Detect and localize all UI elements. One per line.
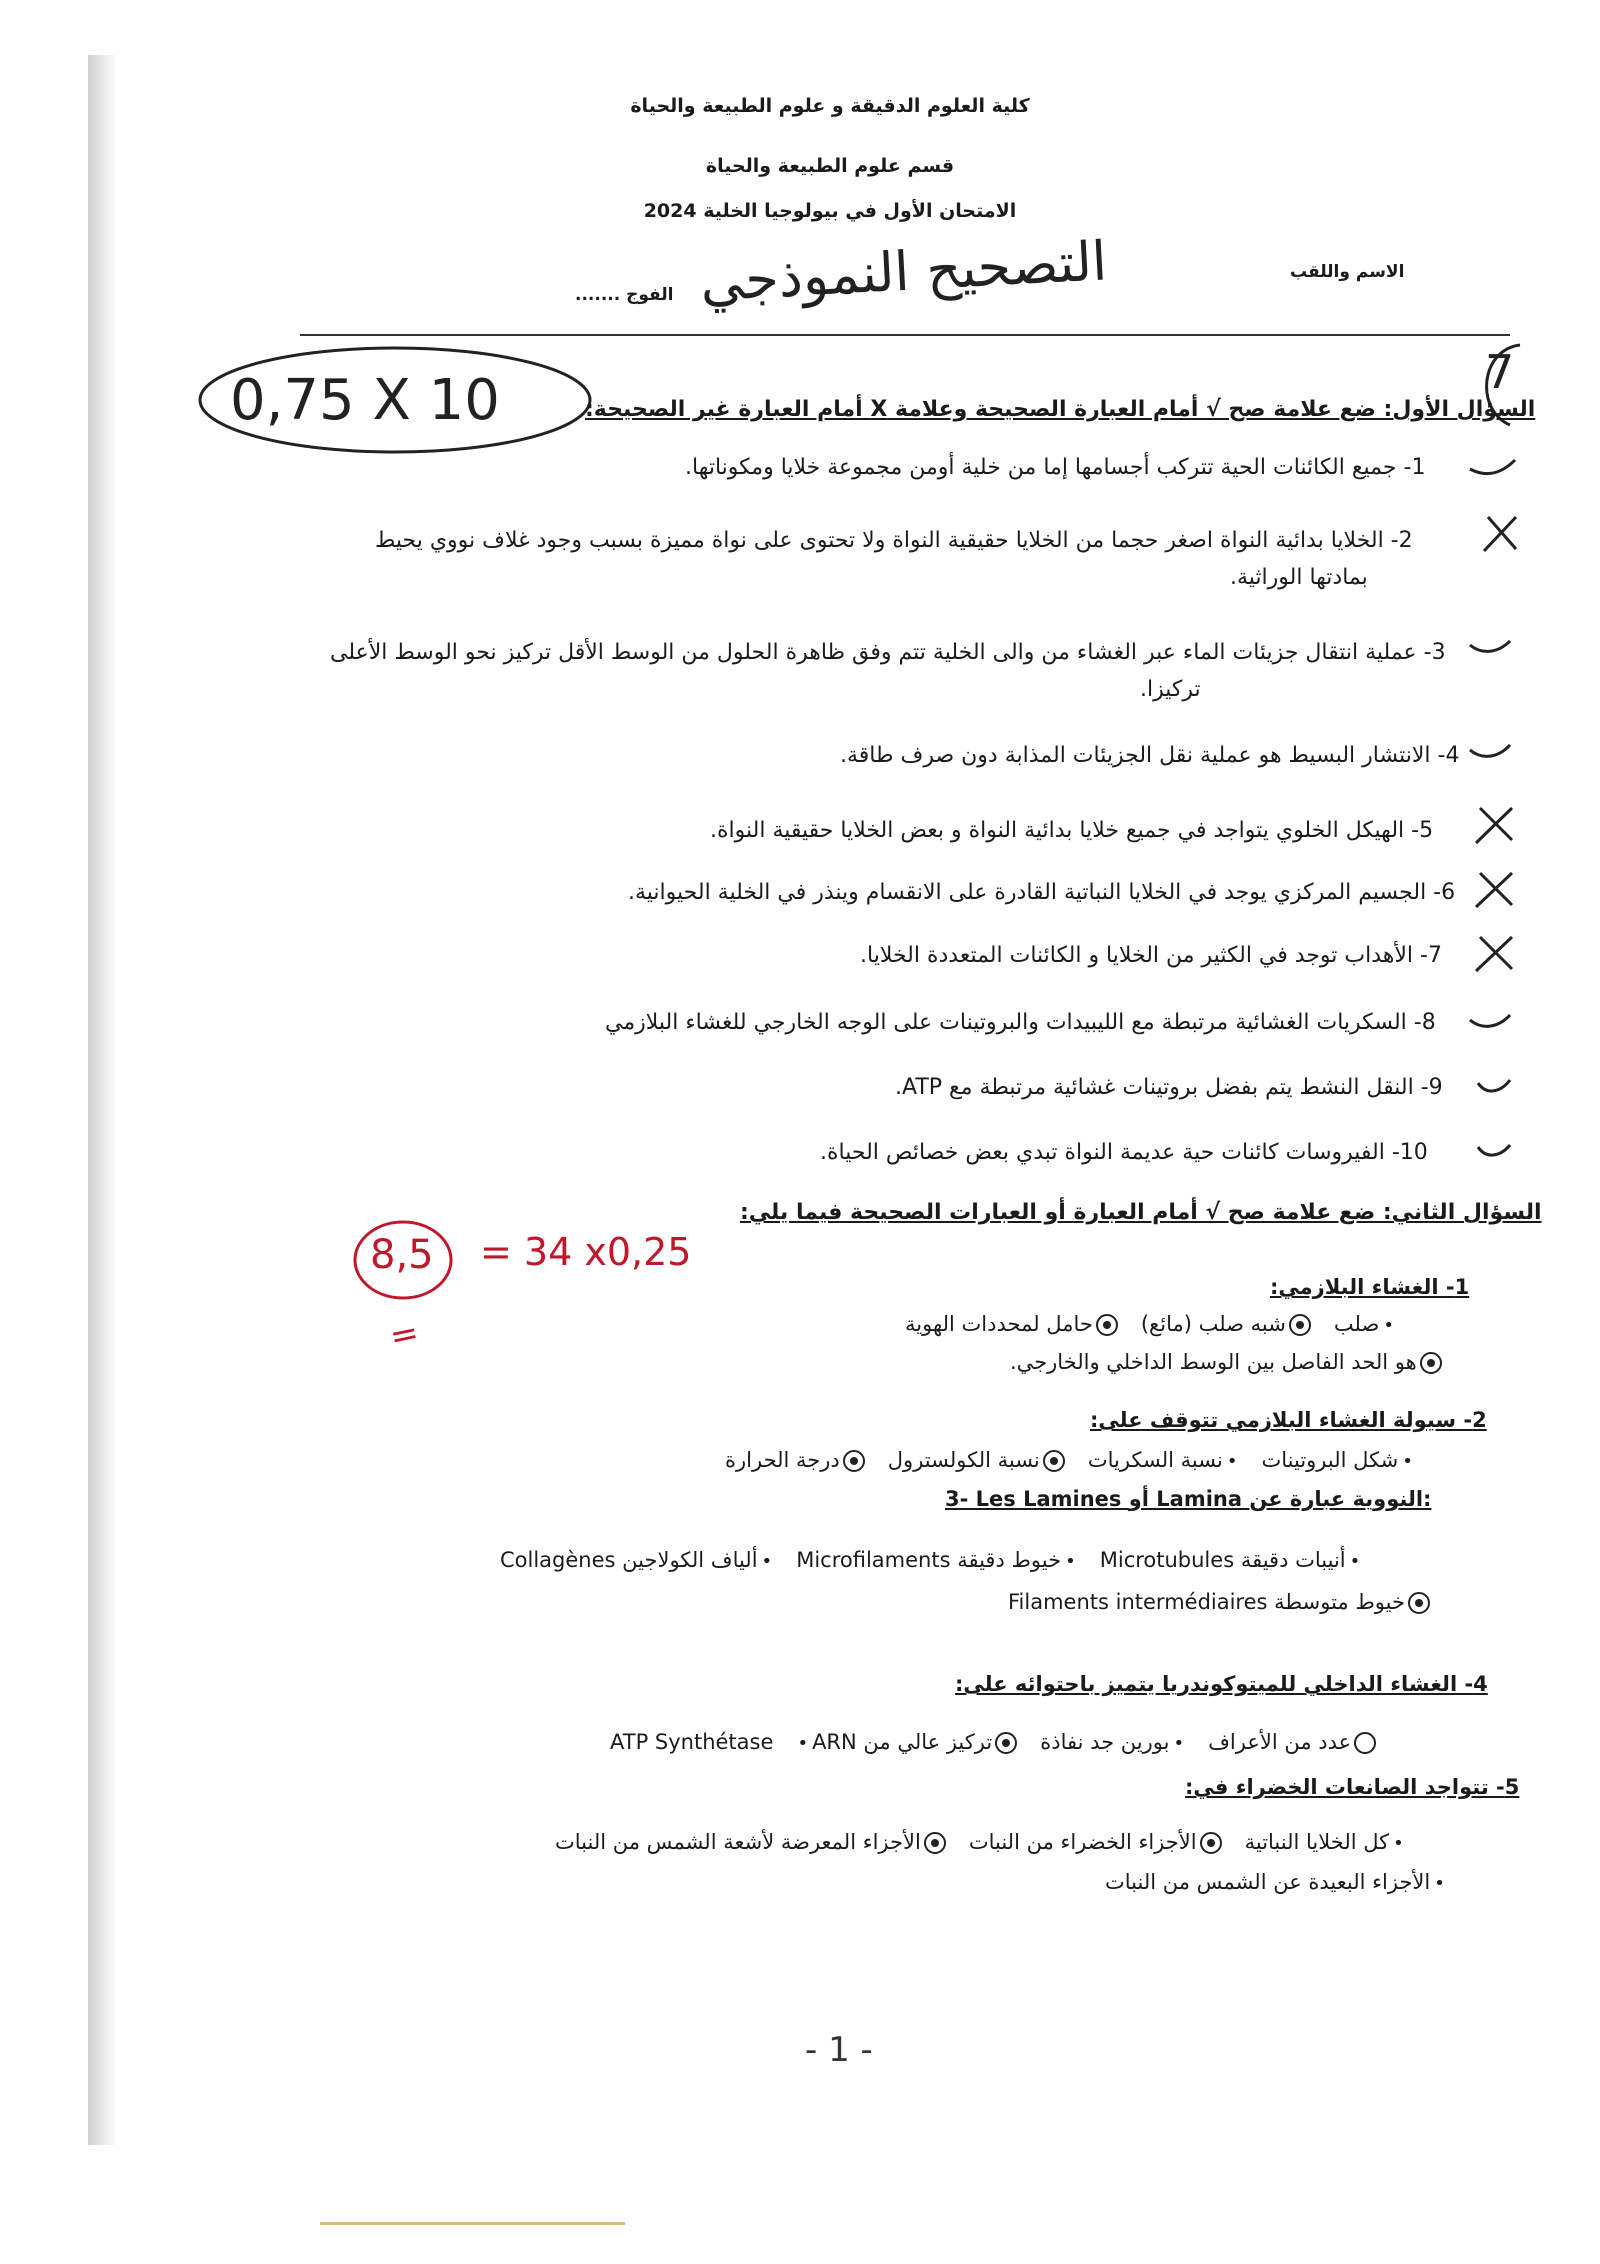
- q2-sub-3-option-3: ألياف الكولاجين Collagènes: [500, 1548, 758, 1572]
- handwritten-q2-formula: = 34 x0,25: [480, 1230, 692, 1274]
- selected-circle-icon: [843, 1450, 865, 1472]
- q2-sub-4-option-1: عدد من الأعراف: [1208, 1730, 1352, 1754]
- department-name: قسم علوم الطبيعة والحياة: [705, 155, 955, 177]
- question-2-title: السؤال الثاني: ضع علامة صح √ أمام العبارة أو العبارات الصحيحة فيما يلي:: [740, 1200, 1542, 1225]
- q2-sub-1-title: 1- الغشاء البلازمي:: [1270, 1275, 1470, 1299]
- q2-sub-3-option-4: خيوط متوسطة Filaments intermédiaires: [1008, 1590, 1405, 1614]
- q1-statement-1: 1- جميع الكائنات الحية تتركب أجسامها إما من خلية أومن مجموعة خلايا ومكوناتها.: [685, 455, 1426, 480]
- question-1-title: السؤال الأول: ضع علامة صح √ أمام العبارة الصحيحة وعلامة X أمام العبارة غير الصحيحة:: [585, 397, 1536, 422]
- q1-statement-3: 3- عملية انتقال جزيئات الماء عبر الغشاء من والى الخلية تتم وفق ظاهرة الحلول من الوسط الأقل تركيز نحو الوسط الأعلى: [330, 640, 1446, 665]
- q2-sub-3-options-line2: [1008, 1590, 1433, 1614]
- q2-sub-5-option-4: الأجزاء البعيدة عن الشمس من النبات: [1105, 1870, 1431, 1894]
- q2-sub-2-option-4: درجة الحرارة: [725, 1448, 840, 1472]
- q2-sub-4-option-3: تركيز عالي من ATP Synthétase: [610, 1730, 993, 1754]
- q1-statement-10: 10- الفيروسات كائنات حية عديمة النواة تبدي بعض خصائص الحياة.: [820, 1140, 1428, 1165]
- q2-sub-1-option-2: شبه صلب (مائع): [1140, 1312, 1286, 1336]
- q2-sub-1-option-3: حامل لمحددات الهوية: [905, 1312, 1093, 1336]
- q2-sub-5-options-line1: •كل الخلايا النباتية الأجزاء الخضراء من النبات الأجزاء المعرضة لأشعة الشمس من النبات: [555, 1830, 1404, 1854]
- q2-sub-5-title: 5- تتواجد الصانعات الخضراء في:: [1185, 1775, 1520, 1799]
- selected-circle-icon: [1200, 1832, 1222, 1854]
- q1-statement-9: 9- النقل النشط يتم بفضل بروتينات غشائية مرتبطة مع ATP.: [895, 1075, 1443, 1100]
- faculty-name: كلية العلوم الدقيقة و علوم الطبيعة والحياة: [630, 95, 1030, 117]
- scan-binding-edge: [88, 55, 116, 2145]
- q2-sub-3-title: 3- Les Lamines أو Lamina النووية عبارة عن:: [945, 1487, 1432, 1511]
- selected-circle-icon: [1289, 1314, 1311, 1336]
- selected-circle-icon: [1096, 1314, 1118, 1336]
- q2-sub-3-options-line1: •أنيبات دقيقة Microtubules •خيوط دقيقة Microfilaments •ألياف الكولاجين Collagènes: [500, 1548, 1361, 1572]
- group-label: الفوج .......: [575, 285, 674, 305]
- q2-sub-2-option-2: نسبة السكريات: [1087, 1448, 1223, 1472]
- q2-sub-1-option-1: صلب: [1333, 1312, 1380, 1336]
- q1-statement-7: 7- الأهداب توجد في الكثير من الخلايا و الكائنات المتعددة الخلايا.: [860, 943, 1442, 968]
- q2-sub-4-option-4: ARN: [812, 1730, 857, 1754]
- header-divider: [300, 334, 1510, 336]
- selected-circle-icon: [1043, 1450, 1065, 1472]
- q2-sub-5-option-3: الأجزاء المعرضة لأشعة الشمس من النبات: [555, 1830, 921, 1854]
- selected-circle-icon: [995, 1732, 1017, 1754]
- handwritten-q2-mark: 8,5: [370, 1232, 434, 1278]
- bottom-edge-line: [320, 2222, 625, 2225]
- q2-sub-2-options: •شكل البروتينات •نسبة السكريات نسبة الكولسترول درجة الحرارة: [725, 1448, 1413, 1472]
- selected-circle-icon: [1420, 1352, 1442, 1374]
- q1-statement-2-cont: بمادتها الوراثية.: [1230, 565, 1368, 590]
- q2-sub-2-option-3: نسبة الكولسترول: [887, 1448, 1040, 1472]
- q1-statement-6: 6- الجسيم المركزي يوجد في الخلايا النباتية القادرة على الانقسام وينذر في الخلية الحيوانية.: [628, 880, 1456, 905]
- selected-circle-icon: [924, 1832, 946, 1854]
- handwritten-model-answer: التصحيح النموذجي: [698, 229, 1109, 314]
- q1-statement-4: 4- الانتشار البسيط هو عملية نقل الجزيئات المذابة دون صرف طاقة.: [840, 743, 1460, 768]
- q1-statement-3-cont: تركيزا.: [1140, 677, 1201, 702]
- q2-sub-5-options-line2: •الأجزاء البعيدة عن الشمس من النبات: [1105, 1870, 1445, 1894]
- q1-statement-5: 5- الهيكل الخلوي يتواجد في جميع خلايا بدائية النواة و بعض الخلايا حقيقية النواة.: [710, 818, 1434, 843]
- handwritten-q2-equals: =: [386, 1312, 423, 1358]
- name-label: الاسم واللقب: [1290, 262, 1405, 282]
- q2-sub-3-option-1: أنيبات دقيقة Microtubules: [1099, 1548, 1346, 1572]
- exam-title: الامتحان الأول في بيولوجيا الخلية 2024: [643, 200, 1017, 222]
- q2-sub-3-option-2: خيوط دقيقة Microfilaments: [796, 1548, 1062, 1572]
- empty-circle-icon: [1354, 1732, 1376, 1754]
- q1-statement-8: 8- السكريات الغشائية مرتبطة مع الليبيدات والبروتينات على الوجه الخارجي للغشاء البلازمي: [605, 1010, 1436, 1035]
- q1-statement-2: 2- الخلايا بدائية النواة اصغر حجما من الخلايا حقيقية النواة ولا تحتوى على نواة مميزة بسبب وجود غلاف نووي يحيط: [375, 528, 1413, 553]
- q2-sub-2-option-1: شكل البروتينات: [1261, 1448, 1399, 1472]
- q2-sub-1-option-4: هو الحد الفاصل بين الوسط الداخلي والخارجي.: [1010, 1350, 1417, 1374]
- q1-answer-marks: [1460, 455, 1520, 1175]
- handwritten-score-q1: 0,75 X 10: [230, 368, 500, 433]
- selected-circle-icon: [1408, 1592, 1430, 1614]
- q2-sub-1-options-line2: [1010, 1350, 1445, 1374]
- handwritten-mark-q1: 7: [1485, 345, 1515, 399]
- q2-sub-4-title: 4- الغشاء الداخلي للميتوكوندريا يتميز باحتوائه على:: [955, 1672, 1488, 1696]
- q2-sub-4-option-2: بورين جد نفاذة: [1040, 1730, 1170, 1754]
- q2-sub-4-options: عدد من الأعراف •بورين جد نفاذة تركيز عالي من ATP Synthétase • ARN: [610, 1730, 1379, 1754]
- q2-sub-5-option-1: كل الخلايا النباتية: [1244, 1830, 1390, 1854]
- q2-sub-2-title: 2- سيولة الغشاء البلازمي تتوقف على:: [1090, 1408, 1487, 1432]
- q2-sub-5-option-2: الأجزاء الخضراء من النبات: [968, 1830, 1197, 1854]
- q2-sub-1-options-line1: •صلب شبه صلب (مائع) حامل لمحددات الهوية: [905, 1312, 1394, 1336]
- page-number: - 1 -: [805, 2030, 873, 2070]
